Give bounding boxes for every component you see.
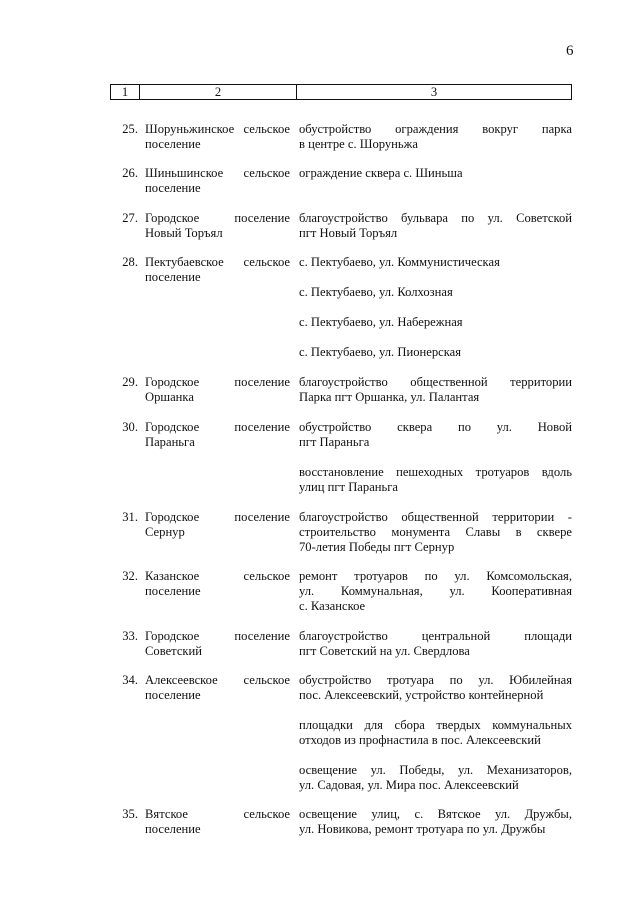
settlement-name-line: Оршанка [145, 390, 194, 404]
project-item [299, 465, 572, 495]
table-header-row [110, 84, 572, 100]
description-line: обустройство сквера по ул. Новой [299, 420, 572, 434]
description-line: освещение ул. Победы, ул. Механизаторов, [299, 763, 572, 777]
table-row [110, 255, 572, 375]
settlement-name [142, 255, 295, 375]
description-line: Парка пгт Оршанка, ул. Палантая [299, 390, 480, 404]
description-line: ремонт тротуаров по ул. Комсомольская, [299, 569, 572, 583]
row-number: 26. [122, 166, 138, 180]
settlement-name-line: Казанское сельское [145, 569, 290, 583]
row-number: 32. [122, 569, 138, 583]
project-description [295, 166, 572, 211]
description-line: в центре с. Шоруньжа [299, 137, 418, 151]
settlement-name-line: Параньга [145, 435, 195, 449]
description-line: ограждение сквера с. Шиньша [299, 166, 463, 180]
row-number: 27. [122, 211, 138, 225]
project-item [299, 510, 572, 555]
description-line: с. Пектубаево, ул. Колхозная [299, 285, 453, 299]
project-description [295, 211, 572, 255]
settlement-name [142, 375, 295, 420]
description-line: освещение улиц, с. Вятское ул. Дружбы, [299, 807, 572, 821]
row-number: 28. [122, 255, 138, 269]
project-item [299, 807, 572, 837]
description-line: с. Пектубаево, ул. Коммунистическая [299, 255, 500, 269]
settlement-name [142, 166, 295, 211]
table-row [110, 420, 572, 510]
description-line: строительство монумента Славы в сквере [299, 525, 572, 539]
table-body [110, 122, 572, 847]
description-line: 70-летия Победы пгт Сернур [299, 540, 455, 554]
description-line: ул. Садовая, ул. Мира пос. Алексеевский [299, 778, 519, 792]
settlement-name-line: Городское поселение [145, 510, 290, 524]
settlement-name-line: поселение [145, 688, 201, 702]
settlement-name-line: Пектубаевское сельское [145, 255, 290, 269]
description-line: ул. Коммунальная, ул. Кооперативная [299, 584, 572, 598]
table-row [110, 673, 572, 807]
description-line: пгт Советский на ул. Свердлова [299, 644, 470, 658]
project-description [295, 807, 572, 847]
table-row [110, 807, 572, 847]
settlement-name [142, 569, 295, 629]
settlement-name-line: Советский [145, 644, 203, 658]
project-item [299, 718, 572, 748]
settlement-name-line: поселение [145, 822, 201, 836]
row-number: 29. [122, 375, 138, 389]
settlement-name-line: Алексеевское сельское [145, 673, 290, 687]
page-number: 6 [566, 43, 574, 59]
description-line: благоустройство общественной территории [299, 375, 572, 389]
settlement-name-line: Новый Торъял [145, 226, 223, 240]
settlement-name [142, 510, 295, 569]
settlement-name [142, 673, 295, 807]
project-item [299, 166, 572, 181]
table-row [110, 166, 572, 211]
row-number: 35. [122, 807, 138, 821]
project-item [299, 763, 572, 793]
table-row [110, 122, 572, 166]
settlement-name [142, 122, 295, 166]
project-item [299, 315, 572, 330]
settlement-name-line: поселение [145, 137, 201, 151]
project-item [299, 629, 572, 659]
description-line: обустройство ограждения вокруг парка [299, 122, 572, 136]
table-row [110, 375, 572, 420]
description-line: благоустройство общественной территории - [299, 510, 572, 524]
table-row [110, 629, 572, 673]
description-line: улиц пгт Параньга [299, 480, 399, 494]
settlement-name-line: поселение [145, 270, 201, 284]
description-line: восстановление пешеходных тротуаров вдоль [299, 465, 572, 479]
settlement-name-line: поселение [145, 181, 201, 195]
settlement-name-line: Шоруньжинское сельское [145, 122, 290, 136]
description-line: пгт Новый Торъял [299, 226, 398, 240]
project-item [299, 375, 572, 405]
project-description [295, 122, 572, 166]
project-item [299, 345, 572, 360]
description-line: пгт Параньга [299, 435, 370, 449]
project-item [299, 420, 572, 450]
column-header-3: 3 [297, 85, 572, 100]
column-header-2: 2 [140, 85, 297, 100]
table-row [110, 569, 572, 629]
description-line: обустройство тротуара по ул. Юбилейная [299, 673, 572, 687]
project-item [299, 122, 572, 152]
row-number: 25. [122, 122, 138, 136]
settlement-name-line: поселение [145, 584, 201, 598]
settlement-name [142, 211, 295, 255]
table-row [110, 510, 572, 569]
settlement-name-line: Вятское сельское [145, 807, 290, 821]
settlement-name-line: Сернур [145, 525, 185, 539]
settlement-name-line: Шиньшинское сельское [145, 166, 290, 180]
description-line: благоустройство центральной площади [299, 629, 572, 643]
settlement-name-line: Городское поселение [145, 420, 290, 434]
settlement-name [142, 629, 295, 673]
project-description [295, 569, 572, 629]
project-description [295, 673, 572, 807]
row-number: 30. [122, 420, 138, 434]
description-line: площадки для сбора твердых коммунальных [299, 718, 572, 732]
description-line: с. Казанское [299, 599, 366, 613]
project-item [299, 285, 572, 300]
description-line: отходов из профнастила в пос. Алексеевский [299, 733, 541, 747]
row-number: 33. [122, 629, 138, 643]
settlement-name-line: Городское поселение [145, 211, 290, 225]
description-line: благоустройство бульвара по ул. Советской [299, 211, 572, 225]
project-item [299, 569, 572, 614]
project-description [295, 375, 572, 420]
settlement-name-line: Городское поселение [145, 629, 290, 643]
project-item [299, 211, 572, 241]
table-row [110, 211, 572, 255]
settlement-name-line: Городское поселение [145, 375, 290, 389]
project-description [295, 255, 572, 375]
description-line: с. Пектубаево, ул. Пионерская [299, 345, 462, 359]
project-description [295, 420, 572, 510]
project-description [295, 510, 572, 569]
description-line: с. Пектубаево, ул. Набережная [299, 315, 463, 329]
project-description [295, 629, 572, 673]
project-item [299, 255, 572, 270]
settlement-name [142, 807, 295, 847]
row-number: 31. [122, 510, 138, 524]
description-line: пос. Алексеевский, устройство контейнерной [299, 688, 544, 702]
column-header-1: 1 [111, 85, 140, 100]
description-line: ул. Новикова, ремонт тротуара по ул. Дружбы [299, 822, 546, 836]
project-item [299, 673, 572, 703]
row-number: 34. [122, 673, 138, 687]
settlement-name [142, 420, 295, 510]
